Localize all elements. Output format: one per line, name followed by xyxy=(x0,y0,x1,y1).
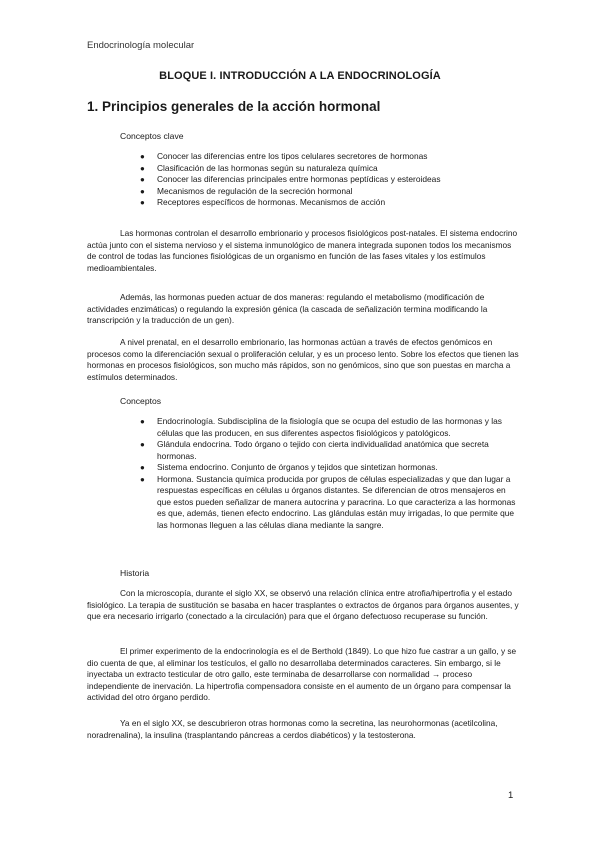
running-header: Endocrinología molecular xyxy=(87,40,195,51)
bullet-icon: ● xyxy=(140,198,145,207)
key-concepts-heading: Conceptos clave xyxy=(120,131,184,141)
paragraph: Las hormonas controlan el desarrollo embrionario y procesos fisiológicos post-natales. El sistema endocrino actúa junto con el sistema nervioso y el sistema inmunológico de manera integrada suponen todos los mecanismos de control de todas las funciones fisiológicas de un organismo en función de las fases vitales y los estímulos medioambientales. xyxy=(87,228,518,273)
list-item: ● Mecanismos de regulación de la secreción hormonal xyxy=(140,185,353,196)
concepts-list xyxy=(140,416,517,531)
list-item: ● Receptores específicos de hormonas. Mecanismos de acción xyxy=(140,197,386,207)
bullet-icon: ● xyxy=(140,440,145,449)
bullet-icon: ● xyxy=(140,152,145,161)
list-item: ● Clasificación de las hormonas según su naturaleza química xyxy=(140,162,378,173)
paragraph: El primer experimento de la endocrinología es el de Berthold (1849). Lo que hizo fue castrar a un gallo, y se dio cuenta de que, al eliminar los testículos, el gallo no desarrollaba determinados caracteres. Sin embargo, si le inyectaba un extracto testicular de otro gallo, este terminaba de desarrollarse con normalidad → proceso independiente de inervación. La hipertrofia compensadora consiste en el aumento de un órgano para compensar la actividad del otro órgano perdido. xyxy=(87,646,517,703)
paragraph: Ya en el siglo XX, se descubrieron otras hormonas como la secretina, las neurohormonas (acetilcolina, noradrenalina), la insulina (trasplantando páncreas a cerdos diabéticos) y la testosterona. xyxy=(87,718,498,740)
bullet-icon: ● xyxy=(140,463,145,472)
list-item: ● Conocer las diferencias entre los tipos celulares secretores de hormonas xyxy=(140,151,428,161)
paragraph: A nivel prenatal, en el desarrollo embrionario, las hormonas actúan a través de efectos genómicos en procesos como la diferenciación sexual o proliferación celular, y es un proceso lento. Sobre los efectos que tienen las hormonas en procesos fisiológicos, son mucho más rápidos, son no genómicos, sino que son puestas en marcha a estímulos determinados. xyxy=(87,337,519,382)
key-concepts-list xyxy=(140,151,441,209)
paragraph: Con la microscopía, durante el siglo XX, se observó una relación clínica entre atrofia/hipertrofia y el estado fisiológico. La terapia de sustitución se basaba en hacer trasplantes o extractos de órganos para órganos ausentes, y que era necesario irrigarlo (conectado a la circulación) para que el órgano defectuoso recuperase su función. xyxy=(87,588,519,622)
list-item: ● Endocrinología. Subdisciplina de la fisiología que se ocupa del estudio de las hormonas y las células que las producen, en sus diferentes aspectos fisiológicos y patológicos. xyxy=(140,416,502,438)
concepts-heading: Conceptos xyxy=(120,396,162,406)
page-number: 1 xyxy=(508,790,514,801)
bullet-icon: ● xyxy=(140,186,145,196)
block-title: BLOQUE I. INTRODUCCIÓN A LA ENDOCRINOLOGÍA xyxy=(159,70,441,82)
paragraph: Además, las hormonas pueden actuar de dos maneras: regulando el metabolismo (modificación de actividades enzimáticas) o regulando la expresión génica (la cascada de señalización termina modificando la transcripción y la traducción de un gen). xyxy=(87,292,488,326)
bullet-icon: ● xyxy=(140,163,145,173)
list-item: ● Conocer las diferencias principales entre hormonas peptídicas y esteroideas xyxy=(140,174,441,184)
history-heading: Historia xyxy=(120,568,150,578)
list-item: ● Glándula endocrina. Todo órgano o tejido con cierta individualidad anatómica que secreta hormonas. xyxy=(140,439,489,461)
bullet-icon: ● xyxy=(140,175,145,184)
bullet-icon: ● xyxy=(140,417,145,426)
bullet-icon: ● xyxy=(140,474,145,484)
list-item: ● Hormona. Sustancia química producida por grupos de células especializadas y que dan lugar a respuestas específicas en células u órganos distantes. Se diferencian de otros mensajeros en que estos pueden señalizar de manera autocrina y paracrina. Lo que caracteriza a las hormonas es que, además, tienen efecto endocrino. Las glándulas están muy irrigadas, lo que permite que las hormonas lleguen a las células diana mediante la sangre. xyxy=(140,473,516,530)
section-title: 1. Principios generales de la acción hormonal xyxy=(87,99,381,114)
list-item: ● Sistema endocrino. Conjunto de órganos y tejidos que sintetizan hormonas. xyxy=(140,462,438,472)
